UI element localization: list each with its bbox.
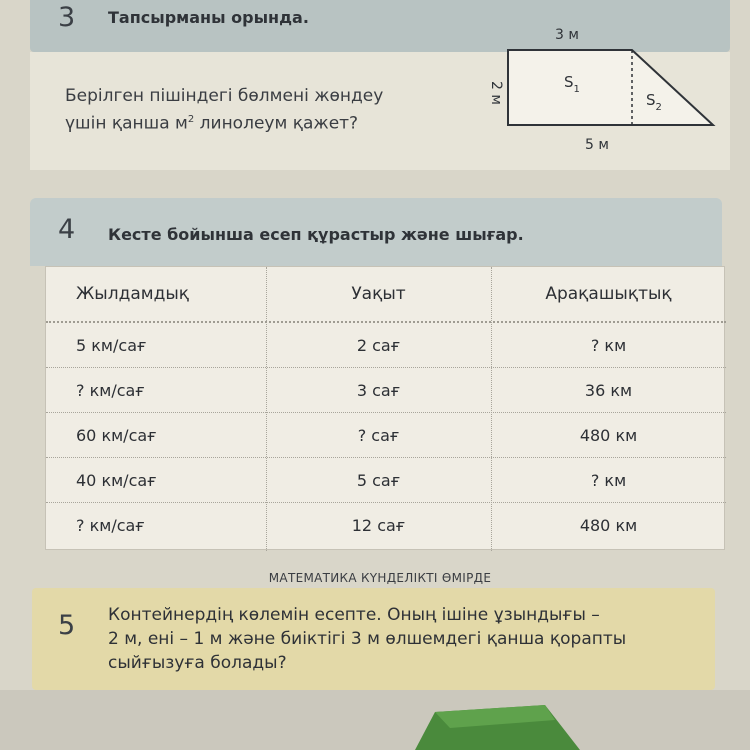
- table-row: [46, 413, 726, 458]
- task5-line1: Контейнердің көлемін есепте. Оның ішіне ұзындығы –: [108, 605, 600, 625]
- cell-speed: 5 км/сағ: [76, 335, 147, 355]
- task3-number: 3: [58, 2, 76, 33]
- task5-line3: сыйғызуға болады?: [108, 653, 287, 673]
- page-bottom-area: [0, 690, 750, 750]
- cell-time: 2 сағ: [356, 335, 401, 355]
- cell-distance: 36 км: [584, 380, 633, 400]
- header-speed: Жылдамдық: [76, 284, 190, 304]
- task5-number: 5: [58, 610, 76, 641]
- task3-question-line2: үшін қанша $м^2$ линолеум қажет?: [65, 113, 359, 134]
- cell-distance: ? км: [590, 335, 627, 355]
- cell-distance: ? км: [590, 470, 627, 490]
- task4-number: 4: [58, 214, 76, 245]
- area-s2-label: $S_2$: [646, 91, 662, 113]
- room-outline: [508, 50, 713, 125]
- top-dimension: 3 м: [555, 27, 579, 43]
- cell-speed: ? км/сағ: [76, 380, 145, 400]
- area-s1-label: $S_1$: [564, 73, 580, 95]
- task5-question: [108, 603, 708, 675]
- table-row: [46, 323, 726, 368]
- header-time: Уақыт: [351, 284, 406, 304]
- table-header-row: [46, 267, 726, 323]
- left-dimension: 2 м: [488, 81, 504, 105]
- container-illustration: [395, 700, 595, 750]
- table-row: [46, 503, 726, 548]
- task3-question: [65, 84, 383, 136]
- table-row: [46, 368, 726, 413]
- room-shape-figure: [480, 25, 730, 160]
- cell-speed: 40 км/сағ: [76, 470, 157, 490]
- cell-time: 12 сағ: [351, 516, 406, 535]
- cell-speed: ? км/сағ: [76, 516, 145, 535]
- header-distance: Арақашықтық: [545, 284, 672, 304]
- section-label: МАТЕМАТИКА КҮНДЕЛІКТІ ӨМІРДЕ: [268, 571, 492, 585]
- cell-speed: 60 км/сағ: [76, 425, 157, 445]
- cell-time: 3 сағ: [356, 380, 401, 400]
- cell-distance: 480 км: [579, 425, 638, 445]
- task3-question-line1: Берілген пішіндегі бөлмені жөндеу: [65, 86, 384, 106]
- speed-time-distance-table: [45, 266, 725, 550]
- task5-line2: 2 м, ені – 1 м және биіктігі 3 м өлшемдегі қанша қорапты: [108, 629, 627, 649]
- cell-time: 5 сағ: [356, 470, 401, 490]
- bottom-dimension: 5 м: [585, 137, 609, 153]
- task3-title: Тапсырманы орында.: [108, 8, 309, 27]
- cell-distance: 480 км: [579, 516, 638, 535]
- task4-title: Кесте бойынша есеп құрастыр және шығар.: [108, 225, 524, 244]
- table-row: [46, 458, 726, 503]
- cell-time: ? сағ: [357, 425, 400, 445]
